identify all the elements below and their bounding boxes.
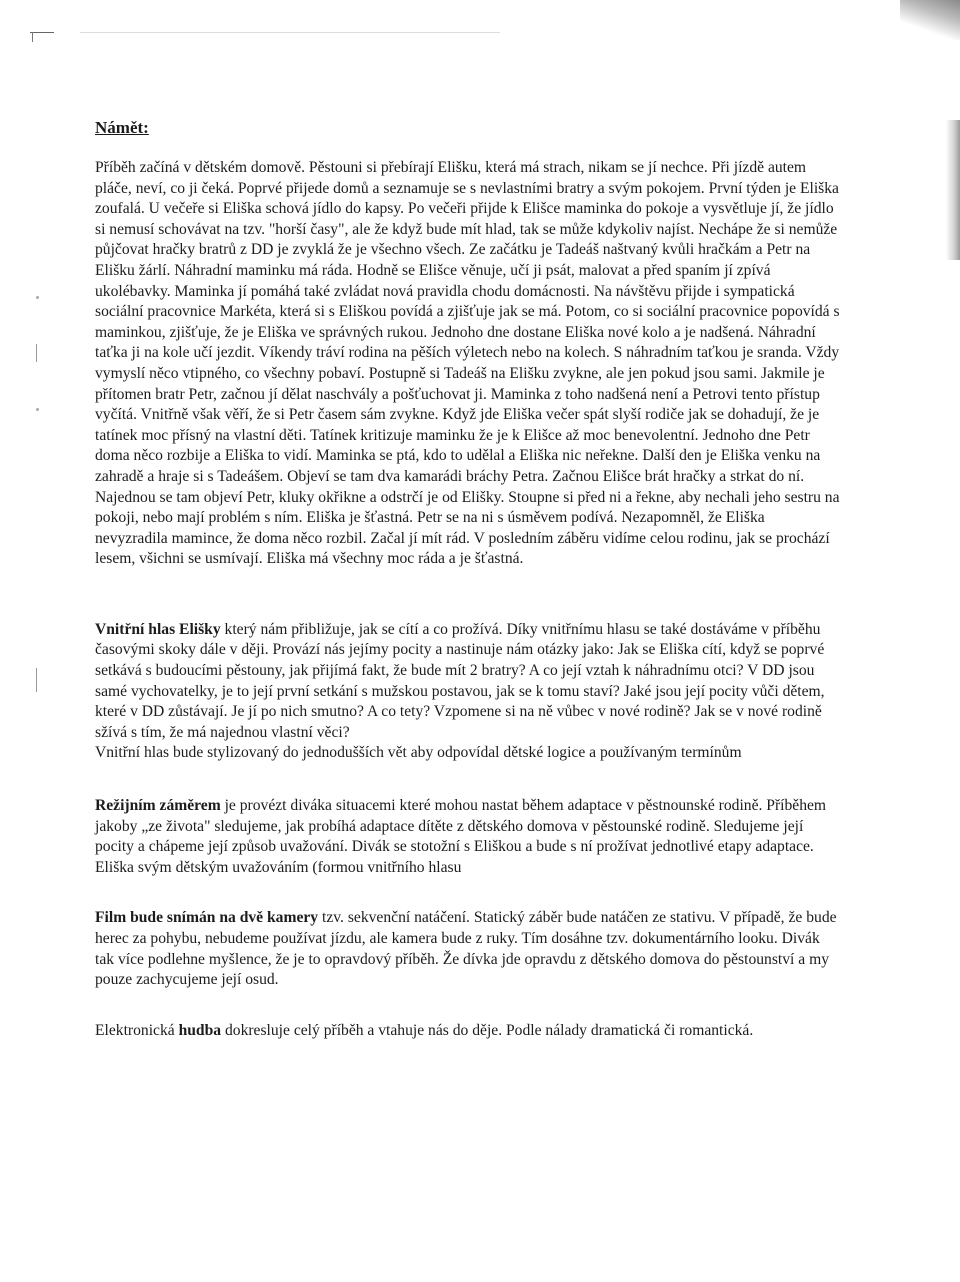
direction-paragraph <box>95 796 840 878</box>
scan-dash <box>30 32 54 33</box>
spacer <box>95 991 840 1021</box>
page-title: Námět: <box>95 118 149 137</box>
camera-paragraph <box>95 908 840 990</box>
direction-body: je provézt diváka situacemi které mohou nastat během adaptace v pěstnounské rodině. Příběhem jakoby „ze života" sledujeme, jak probíhá adaptace dítěte z dětského domova v pěstounské rodině. Sledujeme její pocity a chápeme její způsob uvažování. Divák se stotožní s Eliškou a bude s ní prožívat jednotlivé etapy adaptace. Eliška svým dětským uvažováním (formou vnitřního hlasu <box>95 797 827 876</box>
scan-tick <box>32 32 33 42</box>
scan-faint-line <box>80 32 500 33</box>
margin-speck <box>36 408 39 411</box>
margin-speck <box>36 296 39 299</box>
spacer <box>95 878 840 908</box>
inner-voice-note: Vnitřní hlas bude stylizovaný do jednodušších vět aby odpovídal dětské logice a používaným termínům <box>95 744 742 762</box>
scan-edge-marks <box>0 0 960 40</box>
music-paragraph <box>95 1021 840 1042</box>
camera-body: tzv. sekvenční natáčení. Statický záběr bude natáčen ze stativu. V případě, že bude herec za pohybu, nebudeme používat jízdu, ale kamera bude z ruky. Tím dosáhne tzv. dokumentárního looku. Divák tak více podlehne myšlence, že je to opravdový příběh. Že dívka jde opravdu z dětského domova do pěstounství a my pouze zachycujeme její osud. <box>95 909 837 989</box>
music-pre: Elektronická <box>95 1021 179 1039</box>
synopsis-paragraph: Příběh začíná v dětském domově. Pěstouni si přebírají Elišku, která má strach, nikam se jí nechce. Při jízdě autem pláče, neví, co ji čeká. Poprvé přijede domů a seznamuje se s nevlastními bratry a svým pokojem. První týden je Eliška zoufalá. U večeře si Eliška schová jídlo do kapsy. Po večeři přijde k Elišce maminka do pokoje a vysvětluje jí, že jídlo si nemusí schovávat na tzv. "horší časy", ale že když bude mít hlad, tak se může kdykoliv najíst. Nechápe že si nemůže půjčovat hračky bratrů z DD je zvyklá že je všechno všech. Ze začátku je Tadeáš naštvaný kvůli hračkám a Petr na Elišku žárlí. Náhradní maminku má ráda. Hodně se Elišce věnuje, učí ji psát, malovat a před spaním jí zpívá ukolébavky. Maminka jí pomáhá také zvládat nová pravidla chodu domácnosti. Na návštěvu přijde i sympatická sociální pracovnice Markéta, která si s Eliškou povídá a zjišťuje jak se má. Potom, co si sociální pracovnice popovídá s maminkou, zjišťuje, že je Eliška ve správných rukou. Jednoho dne dostane Eliška nové kolo a je nadšená. Náhradní taťka ji na kole učí jezdit. Víkendy tráví rodina na pěších výletech nebo na kolech. S náhradním taťkou je sranda. Vždy vymyslí něco vtipného, co všechny pobaví. Postupně si Tadeáš na Elišku zvykne, ale jen pokud jsou sami. Jakmile je přítomen bratr Petr, začnou jí dělat naschvály a pošťuchovat ji. Maminka z toho nadšená není a Petrovi tento přístup vyčítá. Vnitřně však věří, že si Petr časem sám zvykne. Když jde Eliška večer spát slyší rodiče jak se dohadují, že je tatínek moc přísný na vlastní děti. Tatínek kritizuje maminku že je k Elišce až moc benevolentní. Jednoho dne Petr doma něco rozbije a Eliška to vidí. Maminka se ptá, kdo to udělal a Eliška nic neřekne. Další den je Eliška venku na zahradě a hraje si s Tadeášem. Objeví se tam dva kamarádi bráchy Petra. Začnou Elišce brát hračky a strkat do ní. Najednou se tam objeví Petr, kluky okřikne a odstrčí je od Elišky. Stoupne si před ni a řekne, aby nechali jeho sestru na pokoji, nebo mají problém s ním. Eliška je šťastná. Petr se na ni s úsměvem podívá. Nezapomněl, že Eliška nevyzradila mamince, že doma něco rozbil. Začal jí mít rád. V posledním záběru vidíme celou rodinu, jak se prochází lesem, všichni se usmívají. Eliška má všechny moc ráda a je šťastná. <box>95 159 840 568</box>
spacer <box>95 570 840 620</box>
margin-mark <box>36 668 37 692</box>
direction-lead: Režijním záměrem <box>95 797 221 815</box>
music-lead: hudba <box>178 1021 222 1039</box>
inner-voice-lead: Vnitřní hlas Elišky <box>95 620 221 638</box>
inner-voice-paragraph <box>95 620 840 744</box>
page-corner-shadow <box>900 0 960 40</box>
music-body: dokresluje celý příběh a vtahuje nás do děje. Podle nálady dramatická či romantická. <box>221 1021 754 1039</box>
inner-voice-body: který nám přibližuje, jak se cítí a co prožívá. Díky vnitřnímu hlasu se také dostáváme v příběhu časovými skoky dále v ději. Provází nás jejímy pocity a nastinuje nám otázky jako: Jak se Eliška cítí, když se poprvé setkává s budoucími pěstouny, jak přijímá fakt, že bude mít 2 bratry? A co její vztah k náhradnímu otci? V DD jsou samé vychovatelky, je to její první setkání s mužskou postavou, jak se k tomu staví? Jaké jsou její pocity vůči dětem, které v DD zůstávají. Je jí po nich smutno? A co tety? Vzpomene si na ně vůbec v nové rodině? Jak se v nové rodině sžívá s tím, že má najednou vlastní věci? <box>95 620 825 741</box>
margin-mark <box>36 344 37 362</box>
camera-lead: Film bude snímán na dvě kamery <box>95 909 319 927</box>
spacer <box>95 764 840 796</box>
page-edge-shadow <box>946 120 960 260</box>
document-page <box>95 118 840 1041</box>
